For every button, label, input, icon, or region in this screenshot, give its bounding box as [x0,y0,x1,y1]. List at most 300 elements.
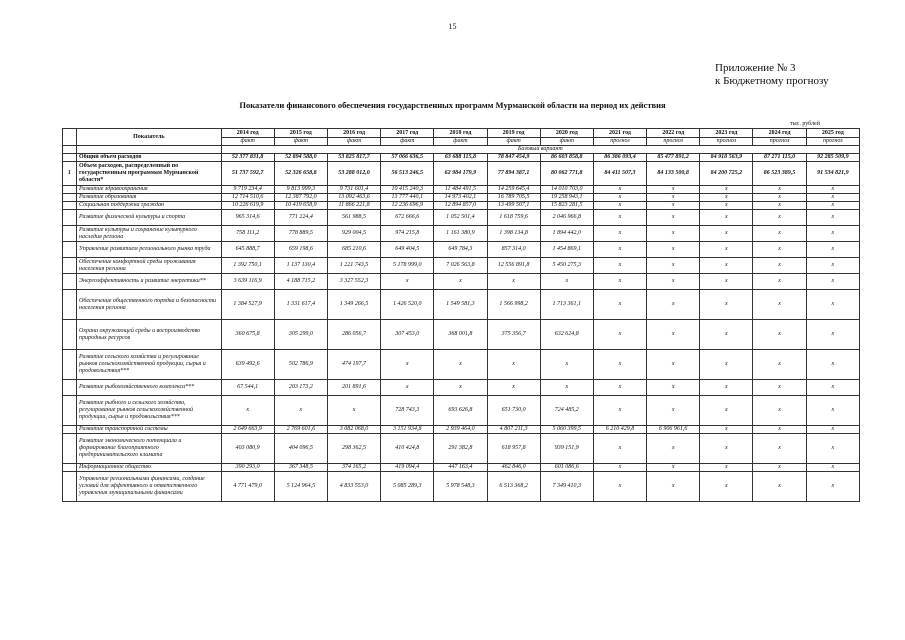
value-cell: 693 626,8 [434,396,487,426]
row-number [63,320,77,350]
value-cell: 410 424,8 [381,434,434,464]
value-cell: х [806,226,859,242]
value-cell: х [593,434,646,464]
value-cell: 3 327 552,3 [327,274,380,290]
value-cell: 502 786,9 [274,350,327,380]
table-row [63,162,860,186]
row-number [63,396,77,426]
value-cell: 203 173,2 [274,380,327,396]
value-cell: 561 988,5 [327,210,380,226]
value-cell: 11 484 491,5 [434,186,487,194]
value-cell: 649 404,5 [381,242,434,258]
header-sub: факт [487,138,540,146]
header-year: 2022 год [647,129,700,138]
header-year: 2020 год [540,129,593,138]
value-cell: 63 688 115,8 [434,154,487,162]
value-cell: 52 326 658,8 [274,162,327,186]
row-label: Обеспечение общественного порядка и безопасности населения региона [77,290,222,320]
value-cell: 2 046 966,8 [540,210,593,226]
value-cell: х [700,202,753,210]
value-cell: 4 188 715,2 [274,274,327,290]
value-cell: 404 096,5 [274,434,327,464]
value-cell: х [381,274,434,290]
row-number [63,350,77,380]
value-cell: 374 165,2 [327,464,380,472]
row-number [63,274,77,290]
header-sub: прогноз [753,138,806,146]
value-cell: х [700,434,753,464]
value-cell: х [540,380,593,396]
value-cell: 305 299,0 [274,320,327,350]
value-cell: х [806,186,859,194]
header-sub: прогноз [806,138,859,146]
value-cell: х [700,464,753,472]
row-label: Развитие культуры и сохранение культурного наследия региона [77,226,222,242]
value-cell: х [593,290,646,320]
value-cell: 974 215,8 [381,226,434,242]
value-cell: х [487,380,540,396]
value-cell: 1 384 527,9 [221,290,274,320]
value-cell: 62 984 179,9 [434,162,487,186]
table-row [63,472,860,502]
value-cell: 12 387 792,0 [274,194,327,202]
page-title: Показатели финансового обеспечения государственных программ Мурманской области на период их действия [239,100,666,110]
value-cell: 14 259 645,4 [487,186,540,194]
value-cell: х [593,380,646,396]
header-sub: факт [381,138,434,146]
value-cell: х [700,242,753,258]
value-cell: 16 789 705,5 [487,194,540,202]
value-cell: 368 001,8 [434,320,487,350]
value-cell: х [700,472,753,502]
value-cell: 67 544,1 [221,380,274,396]
header-indicator: Показатель [77,129,222,146]
value-cell: х [806,434,859,464]
row-number [63,210,77,226]
value-cell: 939 151,9 [540,434,593,464]
value-cell: 10 419 658,9 [274,202,327,210]
header-year: 2019 год [487,129,540,138]
value-cell: 659 198,6 [274,242,327,258]
value-cell: х [434,274,487,290]
value-cell: 1 618 759,6 [487,210,540,226]
value-cell: 1 549 581,3 [434,290,487,320]
value-cell: 390 293,0 [221,464,274,472]
value-cell: х [647,242,700,258]
header-year: 2021 год [593,129,646,138]
value-cell: х [753,210,806,226]
value-cell: х [381,380,434,396]
value-cell: 1 392 750,1 [221,258,274,274]
value-cell: 5 978 548,3 [434,472,487,502]
value-cell: 5 178 999,0 [381,258,434,274]
value-cell: 6 906 961,6 [647,426,700,434]
value-cell: х [753,202,806,210]
value-cell: 5 450 275,3 [540,258,593,274]
value-cell: 15 823 281,5 [540,202,593,210]
value-cell: 1 713 361,1 [540,290,593,320]
value-cell: 2 649 663,9 [221,426,274,434]
value-cell: х [753,434,806,464]
value-cell: 52 894 588,0 [274,154,327,162]
value-cell: х [593,186,646,194]
value-cell: х [753,226,806,242]
variant-label: Базовый вариант [221,146,859,154]
table-row [63,434,860,464]
header-sub: факт [540,138,593,146]
row-number: 1 [63,162,77,186]
row-number [63,226,77,242]
value-cell: х [806,396,859,426]
header-sub: прогноз [647,138,700,146]
value-cell: х [593,202,646,210]
value-cell: 84 918 563,9 [700,154,753,162]
row-number [63,472,77,502]
value-cell: х [806,274,859,290]
value-cell: 307 453,0 [381,320,434,350]
header-sub: факт [434,138,487,146]
value-cell: 474 197,7 [327,350,380,380]
table-row [63,274,860,290]
value-cell: х [647,210,700,226]
value-cell: 649 784,3 [434,242,487,258]
value-cell: х [753,380,806,396]
value-cell: х [647,274,700,290]
table-row [63,380,860,396]
value-cell: 14 973 402,1 [434,194,487,202]
row-label: Развитие экономического потенциала и формирование благоприятного предпринимательского климата [77,434,222,464]
value-cell: 201 891,6 [327,380,380,396]
financial-table [62,128,860,502]
header-num-cell [63,129,77,146]
table-row [63,396,860,426]
row-number [63,290,77,320]
header-year: 2023 год [700,129,753,138]
value-cell: 11 866 221,8 [327,202,380,210]
value-cell: 9 719 234,4 [221,186,274,194]
value-cell: х [753,290,806,320]
value-cell: 1 137 130,4 [274,258,327,274]
value-cell: 13 777 440,1 [381,194,434,202]
value-cell: 1 331 617,4 [274,290,327,320]
header-year: 2015 год [274,129,327,138]
value-cell: х [753,242,806,258]
table-row [63,290,860,320]
value-cell: 10 226 619,9 [221,202,274,210]
header-year: 2016 год [327,129,380,138]
appendix-note [715,62,829,88]
value-cell: 5 124 964,5 [274,472,327,502]
row-number [63,464,77,472]
row-number [63,194,77,202]
value-cell: 57 066 636,5 [381,154,434,162]
table-row [63,464,860,472]
value-cell: х [753,320,806,350]
value-cell: 3 082 068,0 [327,426,380,434]
value-cell: 9 813 999,3 [274,186,327,194]
value-cell: х [700,226,753,242]
value-cell: 1 349 266,5 [327,290,380,320]
value-cell: 672 666,6 [381,210,434,226]
value-cell: х [700,396,753,426]
value-cell: х [593,226,646,242]
value-cell: х [753,472,806,502]
value-cell: 7 349 410,3 [540,472,593,502]
value-cell: 645 888,7 [221,242,274,258]
value-cell: 1 161 380,9 [434,226,487,242]
value-cell: 965 314,6 [221,210,274,226]
value-cell: 419 094,4 [381,464,434,472]
value-cell: х [221,396,274,426]
value-cell: 1 454 869,1 [540,242,593,258]
value-cell: х [806,258,859,274]
value-cell: 5 085 289,3 [381,472,434,502]
value-cell: х [806,464,859,472]
value-cell: 618 957,8 [487,434,540,464]
value-cell: 53 288 012,0 [327,162,380,186]
appendix-line-1: Приложение № 3 [715,62,796,74]
value-cell: х [327,396,380,426]
value-cell: 286 056,7 [327,320,380,350]
value-cell: 367 348,5 [274,464,327,472]
value-cell: 10 415 240,3 [381,186,434,194]
value-cell: х [593,350,646,380]
header-year: 2017 год [381,129,434,138]
value-cell: 360 675,8 [221,320,274,350]
value-cell: х [806,242,859,258]
value-cell: 758 111,2 [221,226,274,242]
value-cell: х [647,258,700,274]
table-row [63,350,860,380]
row-number [63,426,77,434]
value-cell: х [700,380,753,396]
value-cell: 651 730,0 [487,396,540,426]
header-row-years [63,129,860,138]
value-cell: х [700,350,753,380]
row-label: Развитие сельского хозяйства и регулирование рынков сельскохозяйственной продукции, сырья и продовольствия*** [77,350,222,380]
row-number [63,202,77,210]
value-cell: х [434,380,487,396]
value-cell: 84 133 500,8 [647,162,700,186]
value-cell: х [593,194,646,202]
header-sub: прогноз [593,138,646,146]
value-cell: х [647,290,700,320]
value-cell: 1 426 520,0 [381,290,434,320]
row-label: Социальная поддержка граждан [77,202,222,210]
header-year: 2025 год [806,129,859,138]
value-cell: х [647,194,700,202]
value-cell: х [806,210,859,226]
table-row [63,320,860,350]
value-cell: х [806,290,859,320]
value-cell: х [434,350,487,380]
value-cell: 51 737 592,7 [221,162,274,186]
value-cell: 3 639 116,9 [221,274,274,290]
value-cell: х [806,202,859,210]
table-row [63,194,860,202]
value-cell: х [593,258,646,274]
table-row [63,258,860,274]
row-label: Развитие рыбного и сельского хозяйства, регулирование рынков сельскохозяйственной продукции, сырья и продовольствия*** [77,396,222,426]
header-sub: факт [274,138,327,146]
value-cell: х [806,194,859,202]
row-number [63,258,77,274]
table-row [63,202,860,210]
value-cell: 462 846,0 [487,464,540,472]
value-cell: х [274,396,327,426]
value-cell: 1 894 442,0 [540,226,593,242]
value-cell: х [593,210,646,226]
page-number: 15 [448,22,457,31]
value-cell: 929 004,5 [327,226,380,242]
table-row [63,242,860,258]
value-cell: 13 499 507,1 [487,202,540,210]
value-cell: 86 603 858,8 [540,154,593,162]
value-cell: х [700,274,753,290]
row-label: Развитие образования [77,194,222,202]
value-cell: х [700,426,753,434]
value-cell: 447 163,4 [434,464,487,472]
value-cell: 601 086,6 [540,464,593,472]
value-cell: 4 807 211,3 [487,426,540,434]
value-cell: 6 513 368,2 [487,472,540,502]
row-number [63,434,77,464]
value-cell: 375 356,7 [487,320,540,350]
row-number [63,380,77,396]
variant-row [63,146,860,154]
value-cell: 724 485,2 [540,396,593,426]
value-cell: х [700,210,753,226]
value-cell: х [753,274,806,290]
value-cell: 92 285 509,9 [806,154,859,162]
row-label: Развитие здравоохранения [77,186,222,194]
value-cell: х [647,226,700,242]
value-cell: 5 060 399,5 [540,426,593,434]
value-cell: х [647,202,700,210]
value-cell: 685 210,6 [327,242,380,258]
row-label: Энергоэффективность и развитие энергетики** [77,274,222,290]
value-cell: х [700,194,753,202]
header-sub: прогноз [700,138,753,146]
value-cell: 639 492,6 [221,350,274,380]
value-cell: 77 894 387,1 [487,162,540,186]
value-cell: 632 624,8 [540,320,593,350]
value-cell: 12 236 696,9 [381,202,434,210]
value-cell: х [593,274,646,290]
value-cell: х [647,472,700,502]
value-cell: 1 566 998,2 [487,290,540,320]
row-number [63,186,77,194]
value-cell: х [806,426,859,434]
value-cell: 778 889,5 [274,226,327,242]
row-number [63,242,77,258]
value-cell: 291 382,8 [434,434,487,464]
value-cell: х [593,320,646,350]
value-cell: 771 224,4 [274,210,327,226]
value-cell: х [806,350,859,380]
value-cell: 728 743,3 [381,396,434,426]
value-cell: 86 386 093,4 [593,154,646,162]
value-cell: х [647,464,700,472]
value-cell: 1 221 743,5 [327,258,380,274]
value-cell: х [593,464,646,472]
value-cell: х [593,472,646,502]
value-cell: х [540,274,593,290]
value-cell: х [647,396,700,426]
variant-spacer [77,146,222,154]
table-row [63,210,860,226]
value-cell: х [487,274,540,290]
value-cell: 857 314,0 [487,242,540,258]
value-cell: х [381,350,434,380]
row-number [63,154,77,162]
value-cell: 298 362,5 [327,434,380,464]
row-label: Развитие физической культуры и спорта [77,210,222,226]
row-label: Развитие рыбохозяйственного комплекса*** [77,380,222,396]
header-year: 2014 год [221,129,274,138]
value-cell: х [647,320,700,350]
value-cell: 403 080,9 [221,434,274,464]
value-cell: 86 523 389,5 [753,162,806,186]
value-cell: 78 847 454,9 [487,154,540,162]
value-cell: х [700,320,753,350]
value-cell: 84 200 725,2 [700,162,753,186]
value-cell: 4 833 553,0 [327,472,380,502]
value-cell: х [806,320,859,350]
value-cell: х [753,258,806,274]
row-label: Обеспечение комфортной среды проживания населения региона [77,258,222,274]
value-cell: х [647,186,700,194]
value-cell: х [700,186,753,194]
value-cell: 1 052 501,4 [434,210,487,226]
value-cell: 91 534 821,9 [806,162,859,186]
value-cell: 13 092 463,6 [327,194,380,202]
value-cell: х [806,472,859,502]
header-year: 2024 год [753,129,806,138]
units-label: тыс. рублей [790,121,820,127]
value-cell: 12 556 891,8 [487,258,540,274]
value-cell: х [753,350,806,380]
value-cell: 56 513 246,5 [381,162,434,186]
value-cell: 84 411 507,3 [593,162,646,186]
value-cell: 19 258 943,1 [540,194,593,202]
value-cell: 87 271 115,0 [753,154,806,162]
value-cell: х [540,350,593,380]
row-label: Управление региональными финансами, создание условий для эффективного и ответственного управления муниципальными финансами [77,472,222,502]
value-cell: х [700,258,753,274]
value-cell: х [593,242,646,258]
value-cell: 2 769 601,6 [274,426,327,434]
value-cell: 6 210 429,8 [593,426,646,434]
value-cell: х [753,464,806,472]
table-row [63,226,860,242]
value-cell: 85 477 891,2 [647,154,700,162]
value-cell: 53 825 817,7 [327,154,380,162]
header-year: 2018 год [434,129,487,138]
appendix-line-2: к Бюджетному прогнозу [715,75,829,87]
row-label: Объем расходов, распределенный по государственным программам Мурманской области* [77,162,222,186]
header-sub: факт [221,138,274,146]
header-sub: факт [327,138,380,146]
value-cell: х [647,350,700,380]
value-cell: 2 939 464,0 [434,426,487,434]
value-cell: х [753,186,806,194]
table-row [63,154,860,162]
value-cell: 12 714 510,6 [221,194,274,202]
value-cell: 7 026 563,8 [434,258,487,274]
value-cell: х [647,434,700,464]
value-cell: 52 377 831,8 [221,154,274,162]
